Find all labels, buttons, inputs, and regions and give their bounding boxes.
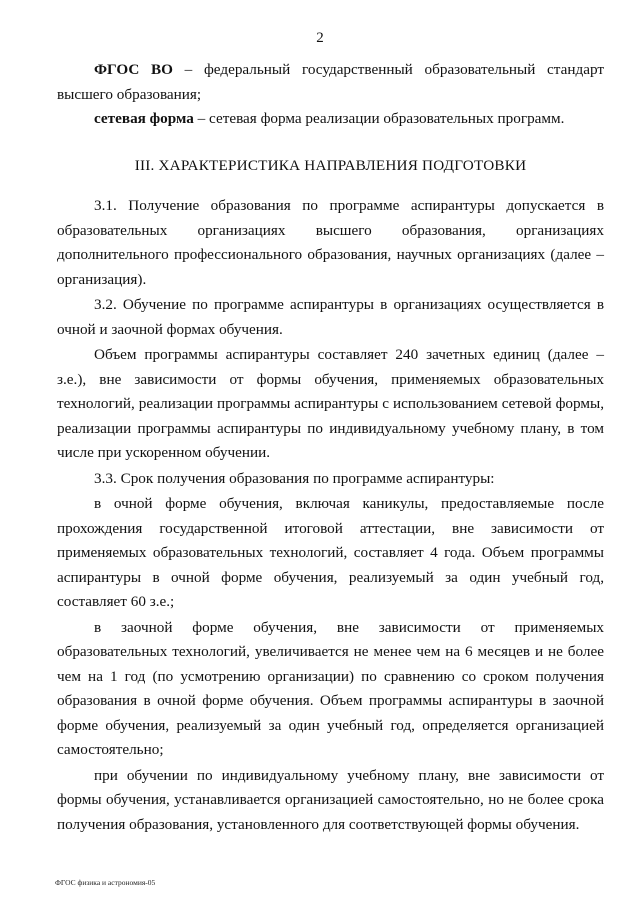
paragraph-part-time: в заочной форме обучения, вне зависимости от применяемых образовательных технологий, увеличивается не менее чем на 6 месяцев и не более чем на 1 год (по усмотрению организации) по сравнению со сроком получения образования в очной форме обучения. Объем программы аспирантуры в заочной форме обучения, реализуемый за один учебный год, определяется организацией самостоятельно; (57, 618, 604, 758)
paragraph-3-1: 3.1. Получение образования по программе аспирантуры допускается в образовательных организациях высшего образования, организациях дополнительного профессионального образования, научных организациях (далее – организация). (57, 197, 604, 288)
definition-text: – федеральный государственный образовательный стандарт высшего образования; (57, 61, 604, 103)
paragraph-3-2: 3.2. Обучение по программе аспирантуры в организациях осуществляется в очной и заочной формах обучения. (57, 296, 604, 338)
definition-term: сетевая форма (94, 110, 194, 127)
page-footer: ФГОС физика и астрономия-05 (55, 878, 156, 887)
definition-network-form (57, 107, 604, 132)
page-number: 2 (316, 30, 324, 46)
paragraph-individual-plan: при обучении по индивидуальному учебному плану, вне зависимости от формы обучения, устанавливается организацией самостоятельно, но не более срока получения образования, установленного для соответствующей формы обучения. (57, 766, 604, 833)
paragraph-volume: Объем программы аспирантуры составляет 240 зачетных единиц (далее – з.е.), вне зависимости от формы обучения, применяемых образовательных технологий, реализации программы аспирантуры с использованием сетевой формы, реализации программы аспирантуры по индивидуальному учебному плану, в том числе при ускоренном обучении. (57, 346, 604, 461)
paragraph-full-time: в очной форме обучения, включая каникулы, предоставляемые после прохождения государственной итоговой аттестации, вне зависимости от применяемых образовательных технологий, составляет 4 года. Объем программы аспирантуры в очной форме обучения, реализуемый за один учебный год, составляет 60 з.е.; (57, 495, 604, 610)
definition-fgos (57, 58, 604, 107)
definition-term: ФГОС ВО (94, 61, 173, 78)
definition-text: – сетевая форма реализации образовательных программ. (193, 110, 565, 127)
paragraph-3-3: 3.3. Срок получения образования по программе аспирантуры: (94, 469, 495, 487)
section-heading: III. ХАРАКТЕРИСТИКА НАПРАВЛЕНИЯ ПОДГОТОВКИ (134, 156, 527, 174)
document-body (57, 58, 604, 837)
